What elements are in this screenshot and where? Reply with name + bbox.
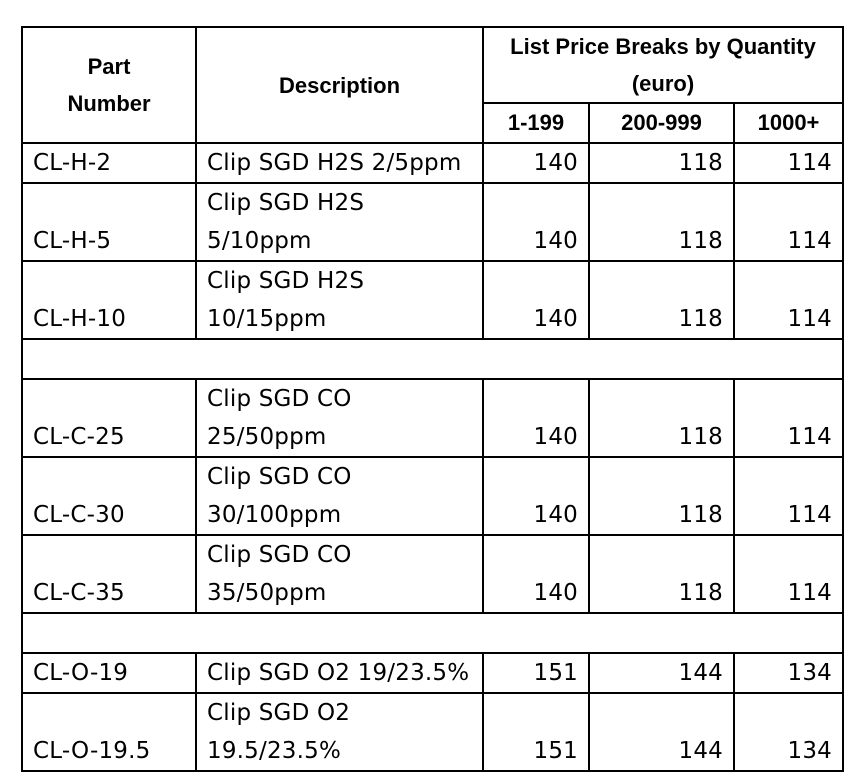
part-number-cell: CL-H-10 [22,261,196,339]
price-tier-1-cell: 151 [483,693,589,771]
description-line: Clip SGD CO [207,464,352,490]
description-line: 35/50ppm [207,580,327,606]
description-cell [196,457,483,535]
table-row [22,653,843,693]
price-list-table [21,26,844,772]
price-tier-1-cell: 140 [483,261,589,339]
tier-header-2: 200-999 [589,103,734,143]
price-tier-1-cell: 140 [483,143,589,183]
description-line: 19.5/23.5% [207,738,342,764]
price-tier-2-cell: 118 [589,379,734,457]
price-tier-2-cell: 144 [589,653,734,693]
price-tier-2-cell: 118 [589,261,734,339]
spacer-cell [22,339,843,379]
description-line: Clip SGD O2 19/23.5% [207,660,470,686]
price-tier-1-cell: 151 [483,653,589,693]
description-line: Clip SGD O2 [207,700,351,726]
price-tier-2-cell: 118 [589,143,734,183]
part-number-cell: CL-C-30 [22,457,196,535]
price-tier-2-cell: 118 [589,183,734,261]
description-line: 10/15ppm [207,306,327,332]
description-line: Clip SGD H2S 2/5ppm [207,150,462,176]
description-line: Clip SGD H2S [207,268,365,294]
description-header: Description [196,27,483,143]
part-number-cell: CL-O-19.5 [22,693,196,771]
part-number-cell: CL-H-5 [22,183,196,261]
price-tier-3-cell: 114 [734,183,843,261]
price-tier-2-cell: 118 [589,457,734,535]
price-breaks-header [483,27,843,103]
price-tier-3-cell: 114 [734,457,843,535]
part-number-header: Part Number [22,27,196,143]
price-tier-3-cell: 114 [734,143,843,183]
description-line: Clip SGD H2S 5/10ppm [207,190,365,254]
description-line: 30/100ppm [207,502,342,528]
table-row [22,693,843,771]
description-cell [196,535,483,613]
table-row [22,535,843,613]
price-tier-3-cell: 114 [734,261,843,339]
description-line: Clip SGD CO [207,386,352,412]
description-cell [196,261,483,339]
description-line: Clip SGD CO [207,542,352,568]
price-tier-1-cell: 140 [483,183,589,261]
part-number-cell: CL-H-2 [22,143,196,183]
table-row [22,261,843,339]
tier-header-1: 1-199 [483,103,589,143]
price-tier-3-cell: 134 [734,653,843,693]
price-tier-3-cell: 114 [734,535,843,613]
spacer-row [22,339,843,379]
price-tier-1-cell: 140 [483,535,589,613]
table-row [22,183,843,261]
part-number-cell: CL-C-25 [22,379,196,457]
price-tier-1-cell: 140 [483,457,589,535]
price-breaks-unit: (euro) [631,71,695,96]
spacer-row [22,613,843,653]
price-tier-1-cell: 140 [483,379,589,457]
description-line: 25/50ppm [207,424,327,450]
table-row [22,457,843,535]
table-row [22,379,843,457]
price-tier-3-cell: 134 [734,693,843,771]
price-tier-2-cell: 118 [589,535,734,613]
description-cell [196,379,483,457]
part-number-cell: CL-C-35 [22,535,196,613]
description-cell [196,143,483,183]
tier-header-3: 1000+ [734,103,843,143]
spacer-cell [22,613,843,653]
price-tier-3-cell: 114 [734,379,843,457]
description-cell [196,653,483,693]
table-row [22,143,843,183]
price-breaks-title: List Price Breaks by Quantity [510,34,816,59]
price-tier-2-cell: 144 [589,693,734,771]
description-cell [196,693,483,771]
description-cell [196,183,483,261]
part-number-cell: CL-O-19 [22,653,196,693]
